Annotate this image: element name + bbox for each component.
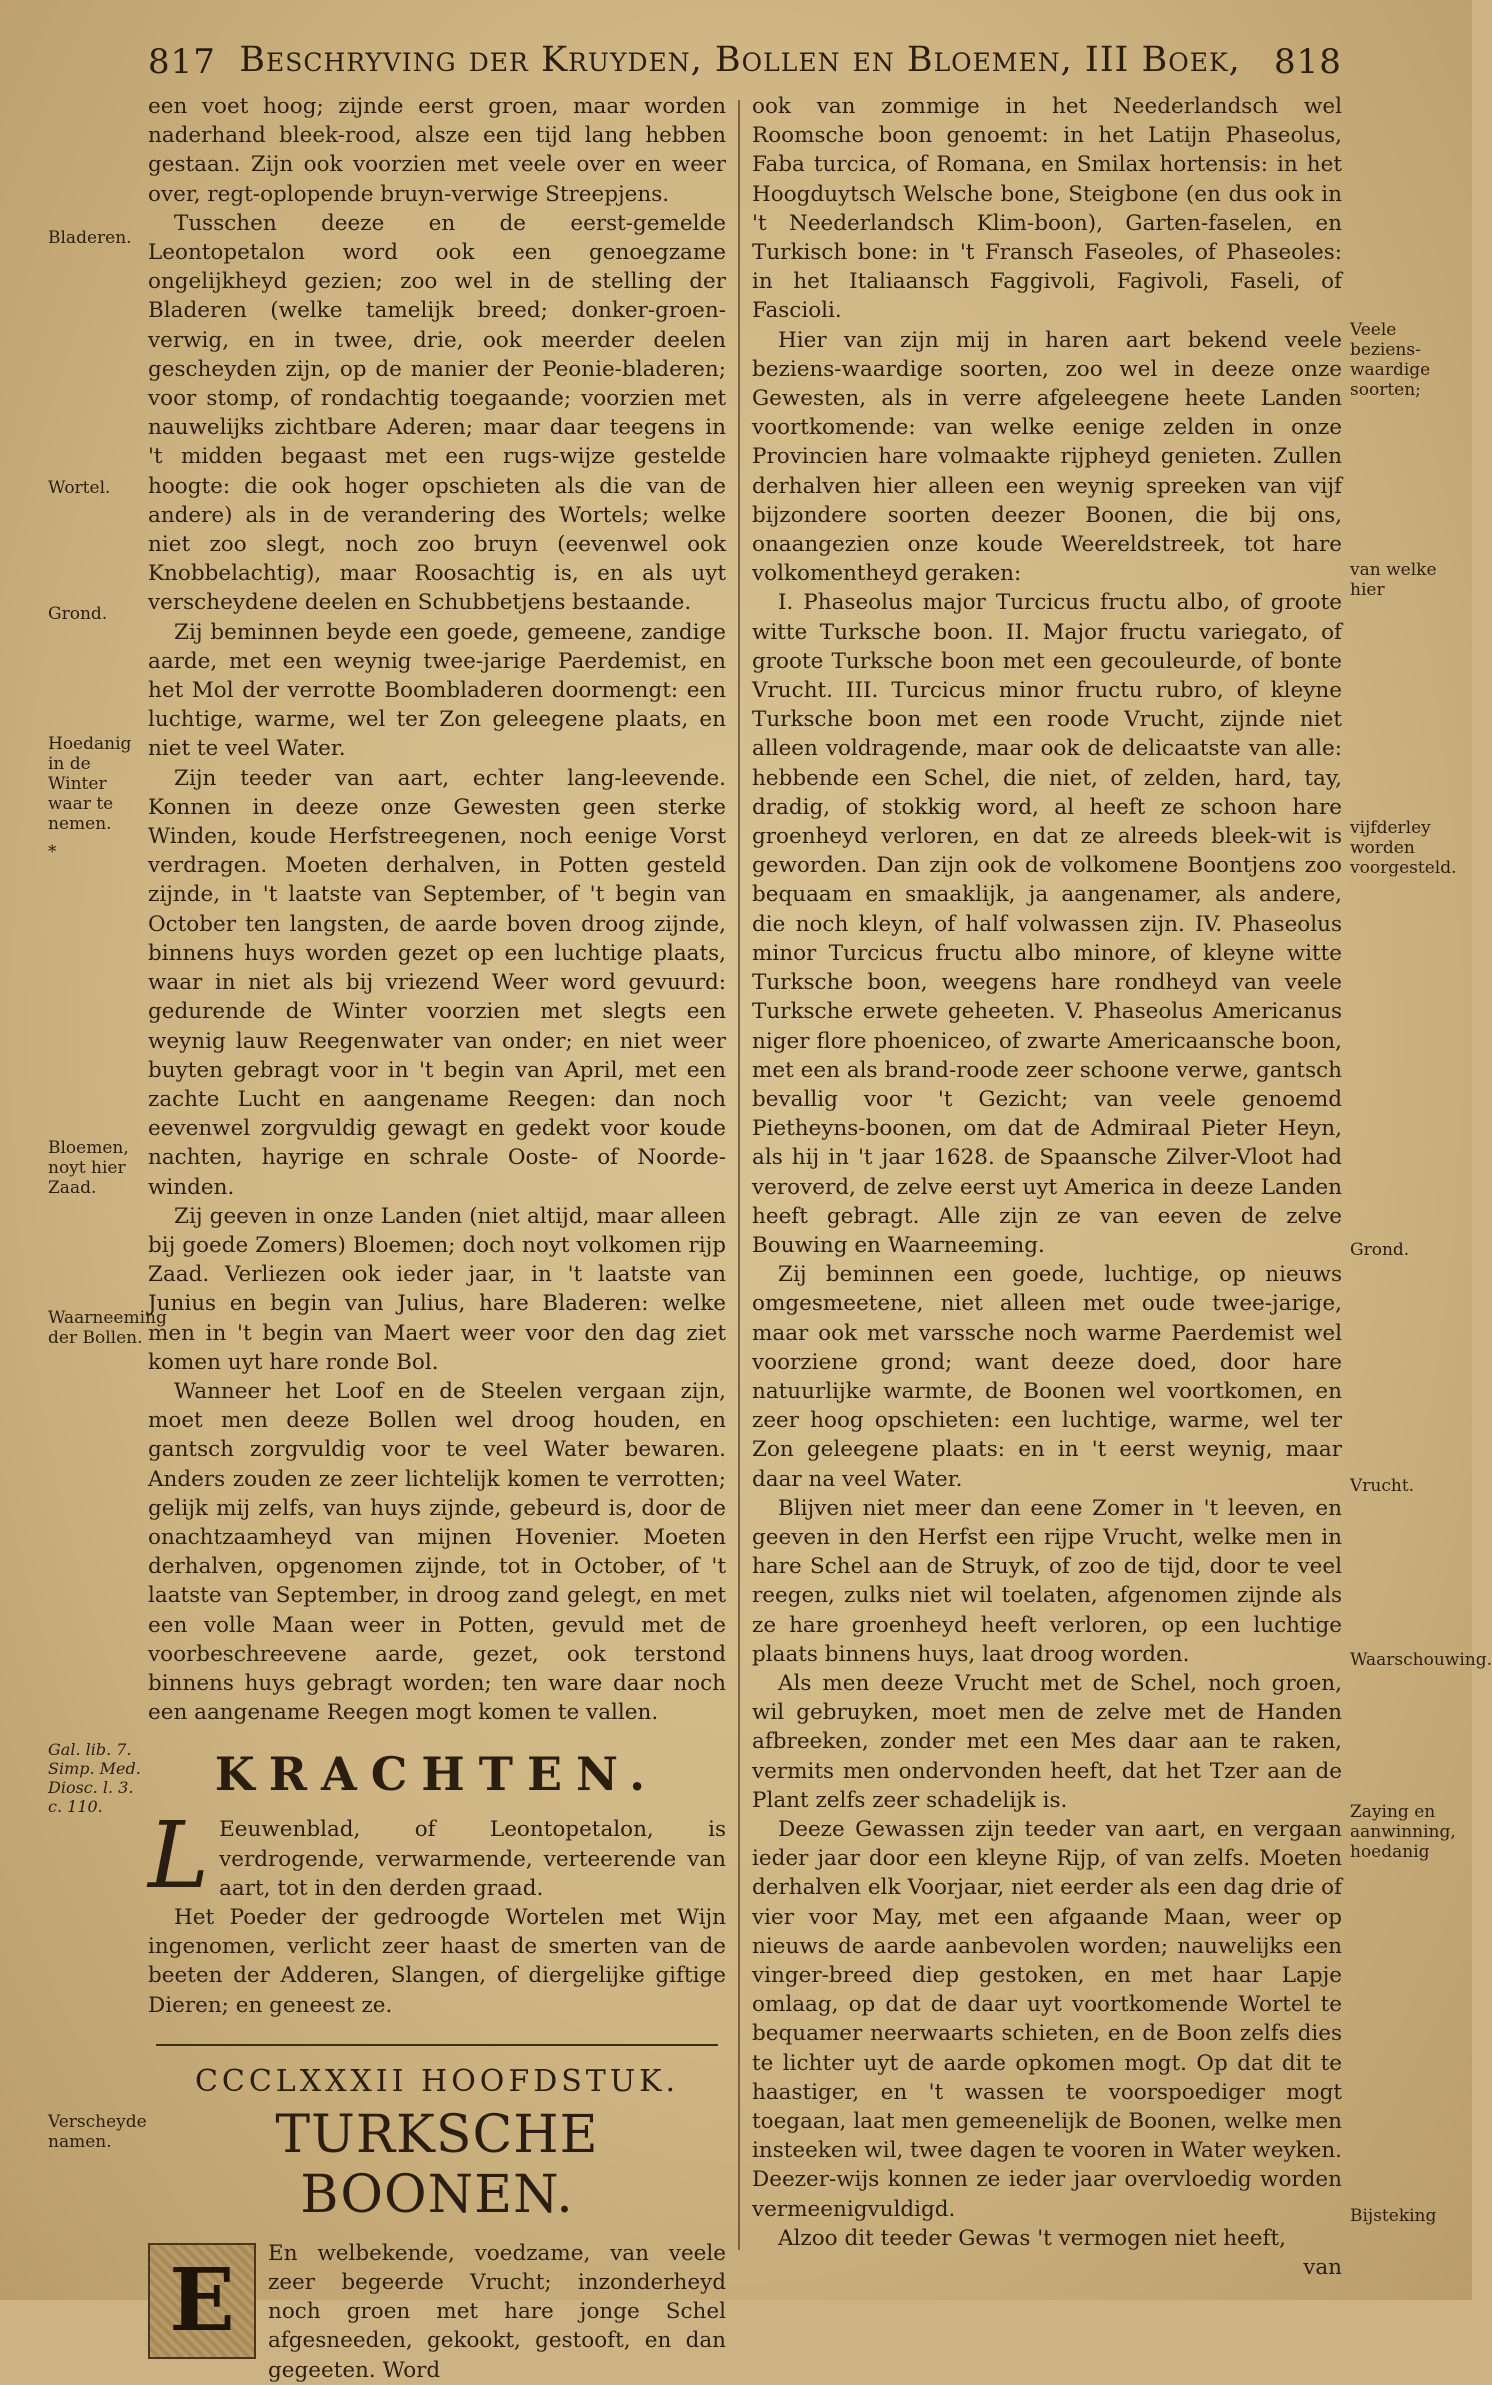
margin-note-bijsteking: Bijsteking — [1350, 2206, 1437, 2226]
page-number-left: 817 — [148, 42, 216, 82]
chapter-number: CCCLXXXII HOOFDSTUK. — [194, 2063, 680, 2099]
margin-note-waarneeming: Waarneeming der Bollen. — [48, 1308, 167, 1348]
right-paragraph-2: Hier van zijn mij in haren aart bekend veele beziens-waardige soorten, zoo wel in deeze onze Gewesten, als in verre afgeleegene heete Landen voortkomende: van welke eenige zelden in onze Provincien hare volmaakte rijpheyd genieten. Zullen derhalven hier alleen een weynig spreeken van vijf bijzondere soorten deezer Boonen, die bij ons, onaangezien onze koude Weereldstreek, tot hare volkomentheyd geraken: — [752, 327, 1342, 587]
margin-note-verscheyde: Verscheyde namen. — [48, 2112, 147, 2152]
chapter-title: TURKSCHE BOONEN. — [275, 2104, 599, 2225]
catchword: van — [1303, 2255, 1342, 2281]
page-number-right: 818 — [1274, 42, 1342, 82]
left-paragraph-5: Zij geeven in onze Landen (niet altijd, maar alleen bij goede Zomers) Bloemen; doch noyt volkomen rijp Zaad. Verliezen ook ieder jaar, in 't laatste van Junius en begin van Julius, hare Bladeren: welke men in 't begin van Maert weer voor den dag ziet komen uyt hare ronde Bol. — [148, 1203, 726, 1375]
right-paragraph-8: Alzoo dit teeder Gewas 't vermogen niet heeft, — [778, 2225, 1286, 2251]
column-divider — [738, 100, 740, 2250]
left-column — [148, 92, 726, 2385]
margin-note-bladeren: Bladeren. — [48, 228, 132, 248]
margin-note-zaying: Zaying en aanwinning, hoedanig — [1350, 1802, 1456, 1862]
margin-note-waarschouwing: Waarschouwing. — [1350, 1650, 1492, 1670]
margin-asterisk: * — [48, 842, 57, 862]
krachten-block — [148, 1802, 726, 1910]
right-paragraph-1: ook van zommige in het Neederlandsch wel Roomsche boon genoemt: in het Latijn Phaseolus, Faba turcica, of Romana, en Smilax hortensis: in het Hoogduytsch Welsche bone, Steigbone (en dus ook in 't Neederlandsch Klim-boon), Garten-faselen, en Turkisch bone: in 't Fransch Faseoles, of Phaseoles: in het Italiaansch Faggivoli, Fagivoli, Faseli, of Fascioli. — [752, 94, 1342, 324]
margin-note-hoedanig: Hoedanig in de Winter waar te nemen. — [48, 734, 132, 834]
margin-note-wortel: Wortel. — [48, 478, 111, 498]
section-rule — [156, 2044, 718, 2046]
decorated-initial — [148, 2243, 256, 2359]
margin-note-bloemen: Bloemen, noyt hier Zaad. — [48, 1138, 129, 1198]
margin-reference: Gal. lib. 7. Simp. Med. Diosc. l. 3. c. 110. — [48, 1740, 141, 1816]
margin-note-grond: Grond. — [48, 604, 108, 624]
left-paragraph-2: Tusschen deeze en de eerst-gemelde Leontopetalon word ook een genoegzame ongelijkheyd gezien; zoo wel in de stelling der Bladeren (welke tamelijk breed; donker-groen-verwig, en in twee, drie, ook meerder deelen gescheyden zijn, op de manier der Peonie-bladeren; voor stomp, of rondachtig toegaande; voorzien met nauwelijks zichtbare Aderen; maar daar teegens in 't midden begaast met een rugs-wijze gestelde hoogte: die ook hoger opschieten als die van de andere) als in de verandering des Wortels; welke niet zoo slegt, noch zoo bruyn (eevenwel ook Knobbelachtig), maar Roosachtig is, en als uyt verscheydene deelen en Schubbetjens bestaande. — [148, 210, 726, 616]
krachten-paragraph-1: Eeuwenblad, of Leontopetalon, is verdrogende, verwarmende, verteerende van aart, tot in den derden graad. — [219, 1817, 726, 1901]
margin-note-vrucht: Vrucht. — [1350, 1476, 1415, 1496]
margin-note-veele: Veele beziens-waardige soorten; — [1350, 320, 1431, 400]
right-column — [752, 92, 1342, 2282]
krachten-paragraph-2: Het Poeder der gedroogde Wortelen met Wijn ingenomen, verlicht zeer haast de smerten van de beeten der Adderen, Slangen, of diergelijke giftige Dieren; en geneest ze. — [148, 1904, 726, 2018]
right-paragraph-7: Deeze Gewassen zijn teeder van aart, en vergaan ieder jaar door een kleyne Rijp, of van zelfs. Moeten derhalven elk Voorjaar, niet eerder als een dag drie of vier voor May, met een afgaande Maan, weer op nieuws de aarde aanbevolen worden; nauwelijks een vinger-breed diep gestoken, en met haar Lapje omlaag, op dat de daar uyt voortkomende Wortel te bequamer neerwaarts schieten, en de Boon zelfs dies te lichter uyt de aarde opkomen mogt. Op dat dit te haastiger, en 't wassen te voorspoediger mogt toegaan, laat men gemeenelijk de Boonen, welke men insteeken wil, twee dagen te vooren in Water weyken. Deezer-wijs konnen ze ieder jaar overvloedig worden vermeenigvuldigd. — [752, 1816, 1342, 2222]
left-paragraph-4: Zijn teeder van aart, echter lang-leevende. Konnen in deeze onze Gewesten geen sterke Winden, koude Herfstreegenen, noch eenige Vorst verdragen. Moeten derhalven, in Potten gesteld zijnde, in 't laatste van September, of 't begin van October ten langsten, de aarde boven droog zijnde, binnens huys worden gezet op een luchtige plaats, waar in niet als bij vriezend Weer word gevuurd: gedurende de Winter voorzien met slegts een weynig lauw Reegenwater van onder; en niet weer buyten gebragt voor in 't begin van April, met een zachte Lucht en aangename Reegen: dan noch eevenwel zorgvuldig gewagt en gedekt voor koude nachten, hayrige en schrale Ooste- of Noorde-winden. — [148, 765, 726, 1200]
left-paragraph-3: Zij beminnen beyde een goede, gemeene, zandige aarde, met een weynig twee-jarige Paerdemist, en het Mol der verrotte Boombladeren doormengt: een luchtige, warme, wel ter Zon geleegene plaats, en niet te veel Water. — [148, 619, 726, 762]
krachten-drop-initial: L — [148, 1802, 210, 1910]
margin-note-vijfderley: vijfderley worden voorgesteld. — [1350, 818, 1457, 878]
margin-note-grond-right: Grond. — [1350, 1240, 1410, 1260]
left-paragraph-6: Wanneer het Loof en de Steelen vergaan zijn, moet men deeze Bollen wel droog houden, en gantsch zorgvuldig voor te veel Water bewaren. Anders zouden ze zeer lichtelijk komen te verrotten; gelijk mij zelfs, van huys zijnde, gebeurd is, door de onachtzaamheyd van mijnen Hovenier. Moeten derhalven, opgenomen zijnde, tot in October, of 't laatste van September, in droog zand gelegt, en met een volle Maan weer in Potten, gevuld met de voorbeschreevene aarde, gezet, ook terstond binnens huys gebragt worden; ten ware daar noch een aangename Reegen mogt komen te vallen. — [148, 1378, 726, 1726]
chapter-paragraph-1: En welbekende, voedzame, van veele zeer begeerde Vrucht; inzonderheyd noch groen met hare jonge Schel afgesneeden, gekookt, gestooft, en dan gegeeten. Word — [268, 2240, 726, 2383]
right-paragraph-6: Als men deeze Vrucht met de Schel, noch groen, wil gebruyken, moet men de zelve met de Handen afbreeken, zonder met een Mes daar aan te raken, vermits men ondervonden heeft, dat het Tzer aan de Plant zelfs zeer schadelijk is. — [752, 1670, 1342, 1813]
right-paragraph-4: Zij beminnen een goede, luchtige, op nieuws omgesmeetene, niet alleen met oude twee-jarige, maar ook met varssche noch warme Paerdemist wel voorziene grond; want deeze doed, door hare natuurlijke warmte, de Boonen wel voortkomen, en zeer hoog opschieten: een luchtige, warme, wel ter Zon geleegene plaats: en in 't eerst weynig, maar daar na veel Water. — [752, 1262, 1342, 1492]
chapter-opening — [148, 2239, 726, 2385]
margin-note-van-welke: van welke hier — [1350, 560, 1437, 600]
left-paragraph-1: een voet hoog; zijnde eerst groen, maar worden naderhand bleek-rood, alsze een tijd lang hebben gestaan. Zijn ook voorzien met veele over en weer over, regt-oplopende bruyn-verwige Streepjens. — [148, 94, 726, 207]
decorated-initial-letter: E — [169, 2249, 235, 2351]
right-paragraph-5: Blijven niet meer dan eene Zomer in 't leeven, en geeven in den Herfst een rijpe Vrucht, welke men in hare Schel aan de Struyk, of zoo de tijd, door te veel reegen, zulks niet wil toelaten, afgenomen zijnde als ze hare groenheyd heeft verloren, op een luchtige plaats binnens huys, laat droog worden. — [752, 1495, 1342, 1667]
right-paragraph-3: I. Phaseolus major Turcicus fructu albo, of groote witte Turksche boon. II. Major fructu variegato, of groote Turksche boon met een gecouleurde, of bonte Vrucht. III. Turcicus minor fructu rubro, of kleyne Turksche boon met een roode Vrucht, zijnde niet alleen voldragende, maar ook de delicaatste van alle: hebbende een Schel, die niet, of zelden, hard, tay, dradig, of stokkig word, al heeft ze schoon hare groenheyd verloren, en dat ze alreeds bleek-wit is geworden. Dan zijn ook de volkomene Boontjens zoo bequaam en smaaklijk, ja aangenamer, als andere, die noch kleyn, of half volwassen zijn. IV. Phaseolus minor Turcicus fructu albo minore, of kleyne witte Turksche boon, weegens hare rondheyd van veele Turksche erwete geheeten. V. Phaseolus Americanus niger flore phoeniceo, of zwarte Americaansche boon, met een als brand-roode zeer schoone verwe, gantsch bevallig voor 't Gezicht; van veele genoemd Pietheyns-boonen, om dat de Admiraal Pieter Heyn, als hij in 't jaar 1628. de Spaansche Zilver-Vloot had veroverd, de zelve eerst uyt America in deeze Landen heeft gebragt. Alle zijn ze van eeven de zelve Bouwing en Waarneeming. — [752, 590, 1342, 1258]
krachten-heading: KRACHTEN. — [214, 1747, 660, 1802]
running-title: Beschryving der Kruyden, Bollen en Bloemen, III Boek, — [239, 40, 1241, 80]
